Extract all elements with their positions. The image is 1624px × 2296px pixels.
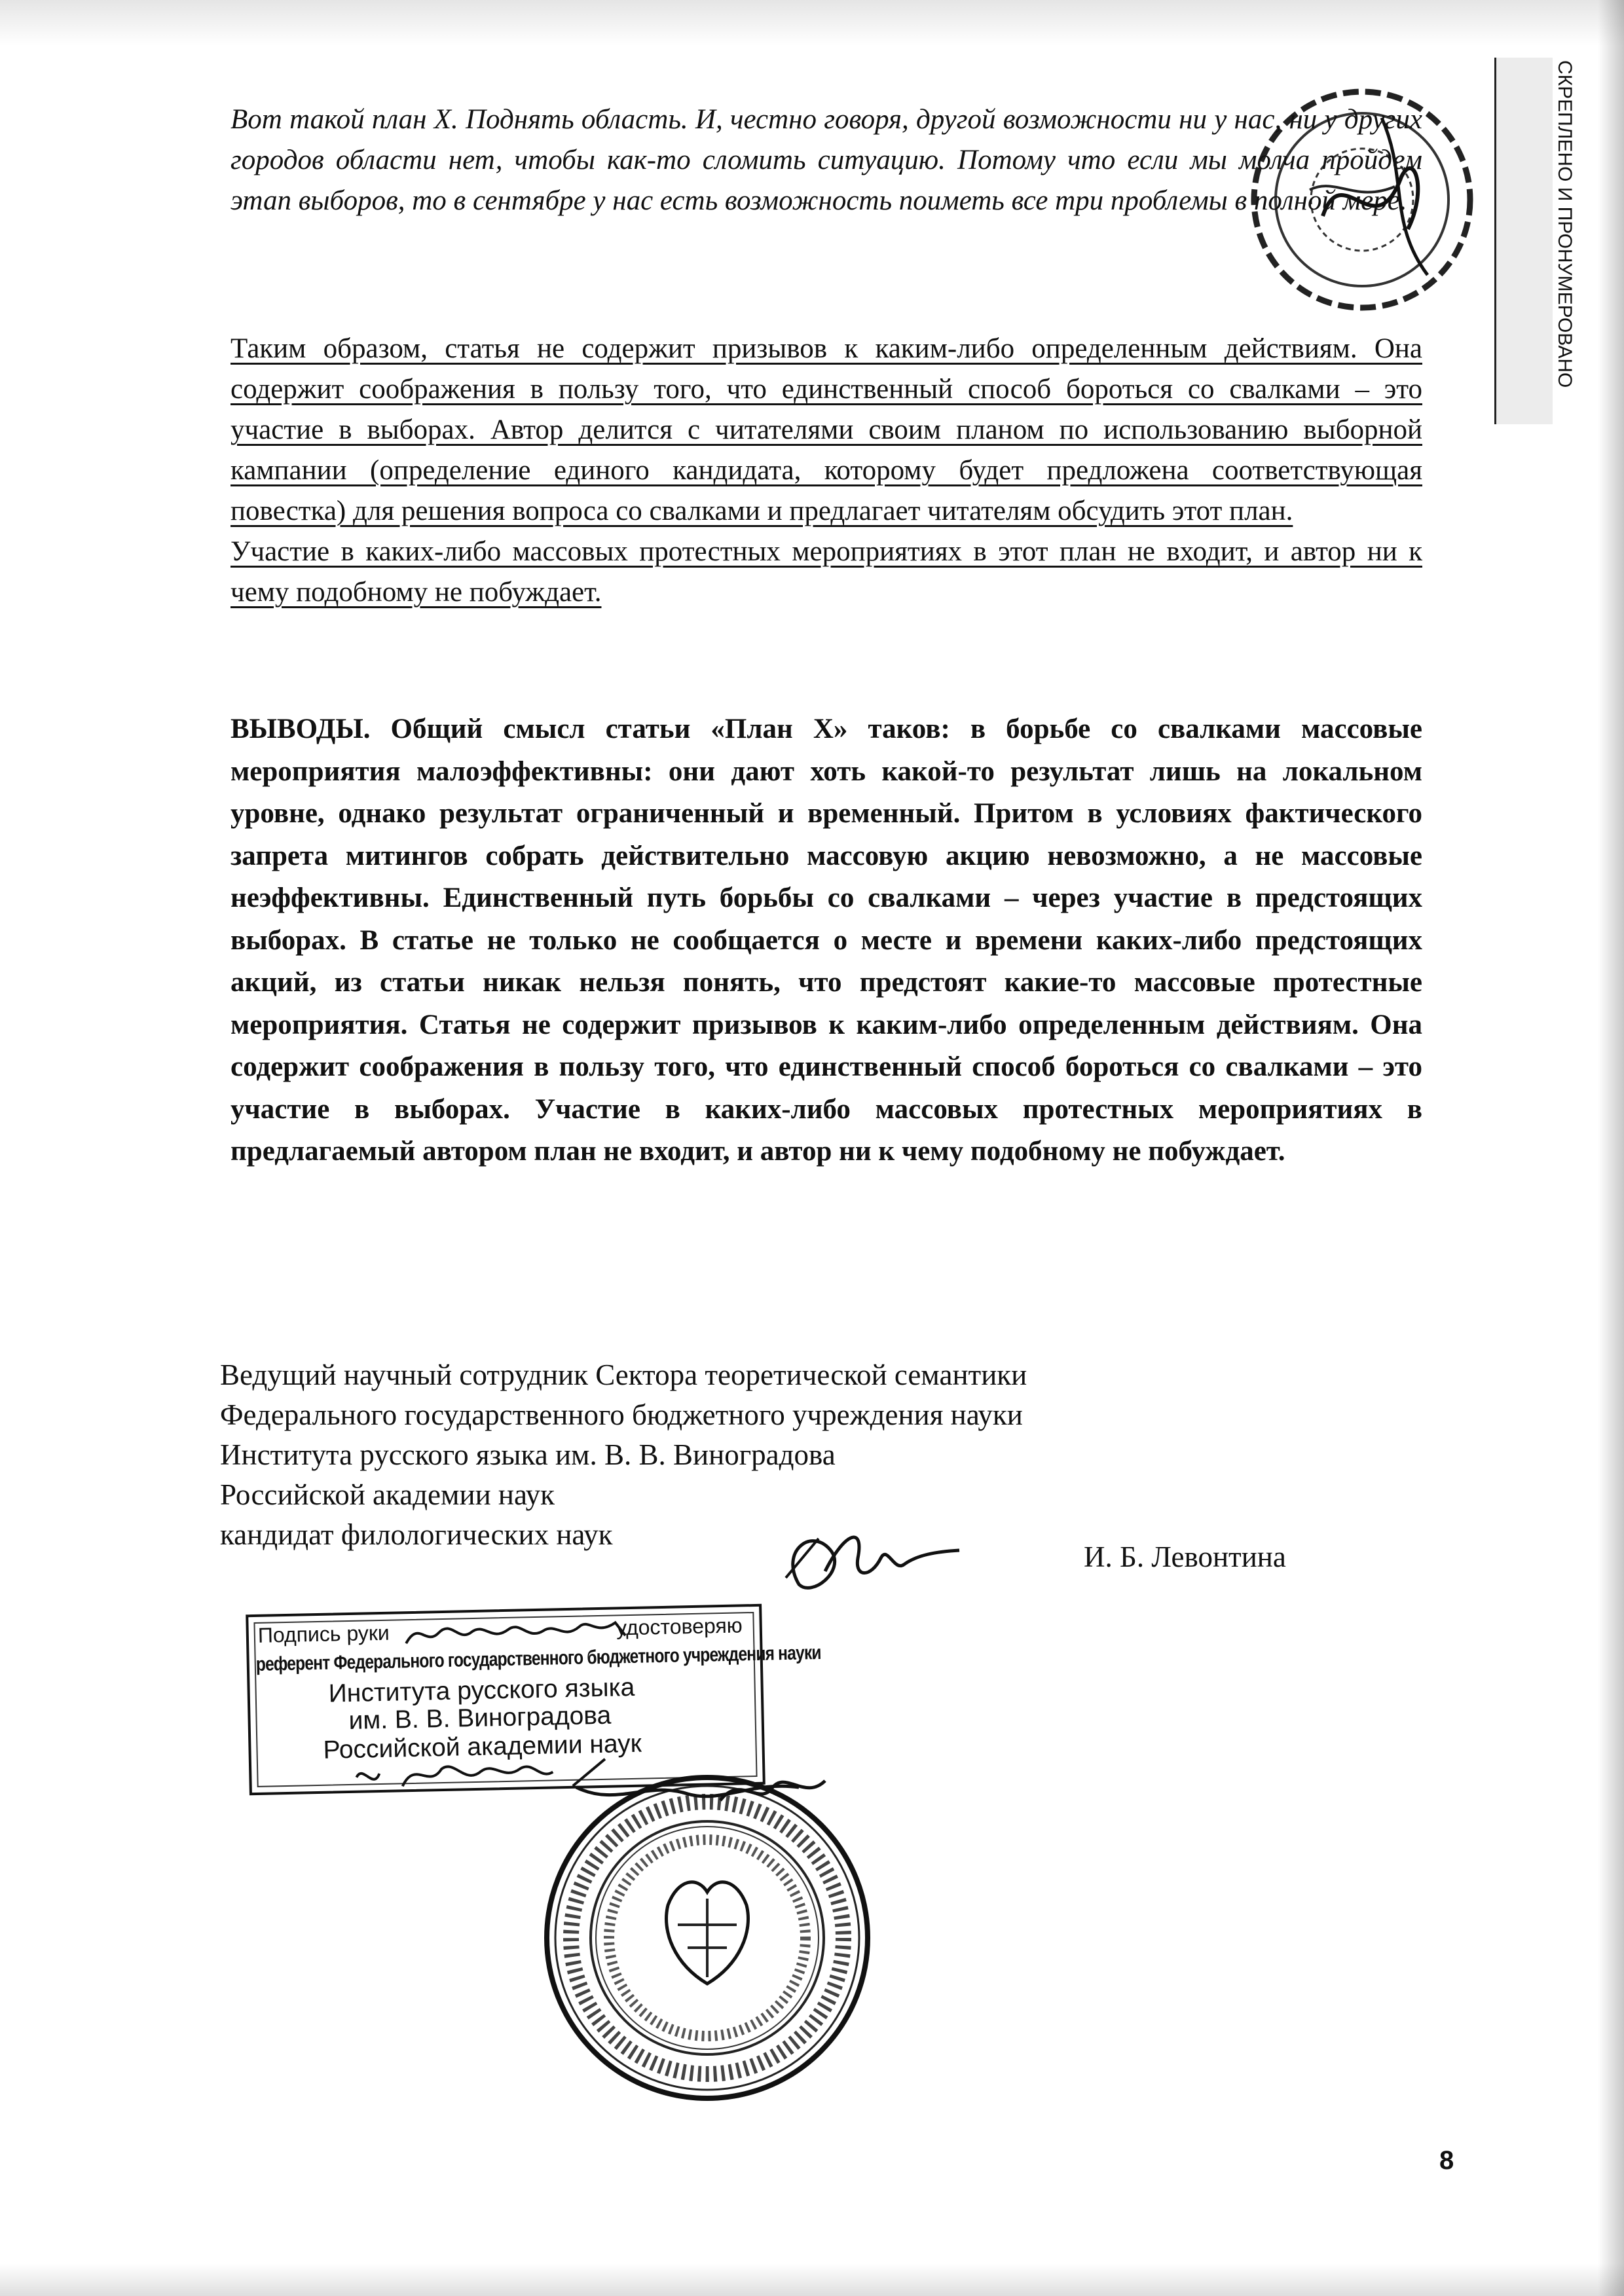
signatory-block (220, 1355, 1202, 1555)
stamp-line-4: им. В. В. Виноградова (348, 1701, 612, 1736)
conclusions-section (231, 708, 1422, 1173)
signature-certification-stamp (246, 1604, 822, 1795)
stamp-label-left: Подпись руки (257, 1620, 390, 1647)
quoted-article-excerpt (231, 100, 1422, 221)
handwritten-signature (773, 1512, 969, 1611)
stamp-line-3: Института русского языка (328, 1673, 635, 1708)
signatory-position: Ведущий научный сотрудник Сектора теоретической семантики (220, 1358, 1027, 1391)
binding-tab (1494, 58, 1553, 424)
signatory-institution-line-1: Федерального государственного бюджетного учреждения науки (220, 1398, 1023, 1431)
scan-shadow-bottom (0, 2263, 1624, 2296)
conclusions-text: ВЫВОДЫ. Общий смысл статьи «План Х» таков: в борьбе со свалками массовые мероприятия малоэффективны: они дают хоть какой-то результат лишь на локальном уровне, однако результат ограниченный и временный. Притом в условиях фактического запрета митингов собрать действительно массовую акцию невозможно, а не массовые неэффективны. Единственный путь борьбы со свалками – через участие в предстоящих выборах. В статье не только не сообщается о месте и времени каких-либо предстоящих акций, из статьи никак нельзя понять, что предстоят какие-то массовые протестные мероприятия. Статья не содержит призывов к каким-либо определенным действиям. Она содержит соображения в пользу того, что единственный способ бороться со свалками – это участие в выборах. Участие в каких-либо массовых протестных мероприятиях в предлагаемый автором план не входит, и автор ни к чему подобному не побуждает. (231, 714, 1422, 1167)
signatory-institution-line-2: Института русского языка им. В. В. Виноградова (220, 1438, 836, 1471)
scan-shadow-top (0, 0, 1624, 46)
scan-shadow-right (1598, 0, 1624, 2296)
institution-round-seal (537, 1768, 877, 2108)
stamp-line-2: референт Федерального государственного бюджетного учреждения науки (255, 1641, 822, 1675)
stamp-handwritten-name (399, 1609, 635, 1654)
signatory-degree: кандидат филологических наук (220, 1518, 613, 1551)
signatory-name: И. Б. Левонтина (1084, 1540, 1286, 1573)
page-number: 8 (1439, 2146, 1454, 2175)
stamp-line-5: Российской академии наук (323, 1729, 642, 1764)
signatory-institution-line-3: Российской академии наук (220, 1478, 555, 1511)
quote-text: Вот такой план Х. Поднять область. И, честно говоря, другой возможности ни у нас, ни у других городов области нет, чтобы как-то сломить ситуацию. Потому что если мы молча пройдем этап выборов, то в сентябре у нас есть возможность поиметь все три проблемы в полной мере. (231, 104, 1422, 216)
stamp-label-right: удостоверяю (616, 1613, 743, 1640)
analysis-paragraph-1: Таким образом, статья не содержит призывов к каким-либо определенным действиям. Она содержит соображения в пользу того, что единственный способ бороться со свалками – это участие в выборах. Автор делится с читателями своим планом по использованию выборной кампании (определение единого кандидата, которому будет предложена соответствующая повестка) для решения вопроса со свалками и предлагает читателям обсудить этот план. (231, 333, 1422, 526)
analysis-paragraph-2: Участие в каких-либо массовых протестных мероприятиях в этот план не входит, и автор ни к чему подобному не побуждает. (231, 536, 1422, 608)
binding-tab-label: СКРЕПЛЕНО И ПРОНУМЕРОВАНО (1554, 60, 1576, 388)
analysis-section (231, 329, 1422, 613)
